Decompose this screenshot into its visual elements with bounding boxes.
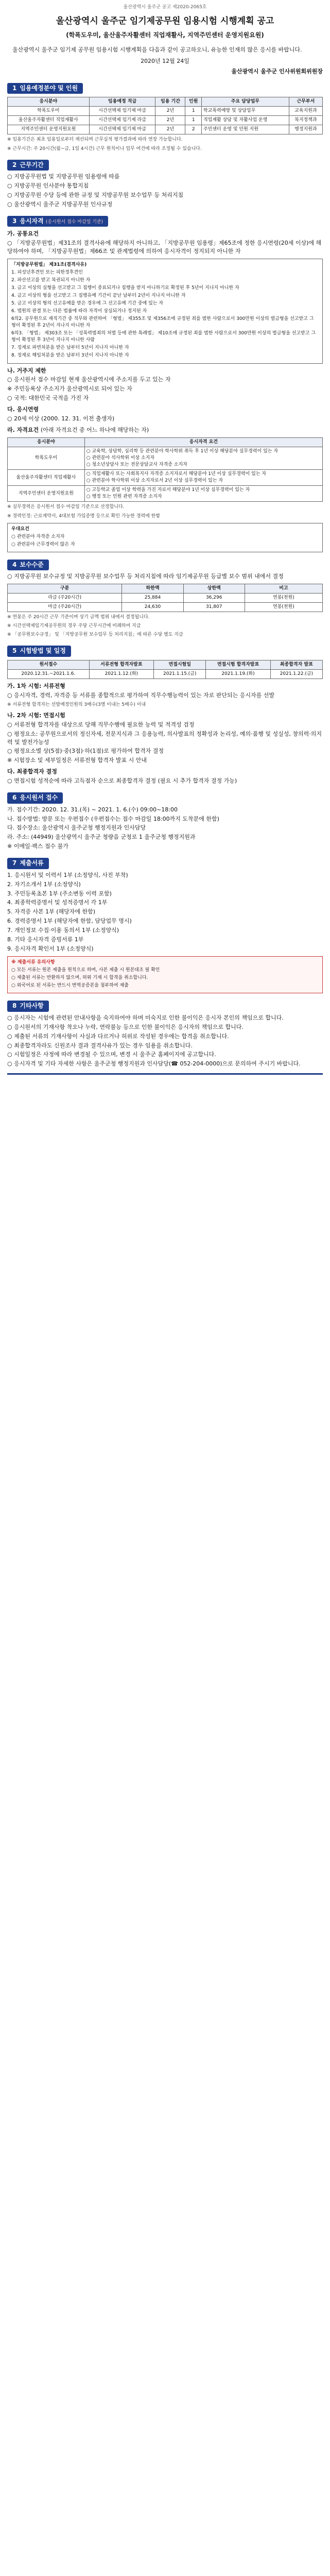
- legal-basis-item: ○ 울산광역시 울주군 지방공무원 인사규정: [7, 200, 113, 208]
- column-header: 임용예정 직급: [89, 97, 155, 107]
- table-cell: 시간선택제 임기제 마급: [89, 107, 155, 116]
- document-page: [0, 0, 330, 1085]
- table-cell: 울산울주자활센터 직업재활사: [8, 116, 90, 125]
- table-cell: 학폭도우미: [8, 107, 90, 116]
- schedule-cell: 2021.1.19.(화): [206, 669, 270, 679]
- disqualification-item: 6. 법원의 판결 또는 다른 법률에 따라 자격이 상실되거나 정지된 자: [11, 309, 147, 314]
- column-header: 최종합격자 발표: [270, 660, 322, 669]
- column-header: 응시분야: [8, 97, 90, 107]
- section-salary: [7, 560, 323, 639]
- disqualification-item: 5. 금고 이상의 형의 선고유예를 받은 경우에 그 선고유예 기간 중에 있는 자: [11, 301, 164, 307]
- residence-item: ○ 응시원서 접수 마감일 현재 울산광역시에 주소지를 두고 있는 자: [7, 376, 171, 383]
- subsection-title: 나. 2차 시험: 면접시험: [7, 711, 65, 719]
- other-item: ○ 응시자격 및 기타 자세한 사항은 울주군청 행정지원과 인사담당(☎ 052-204-0000)으로 문의하여 주시기 바랍니다.: [7, 1060, 301, 1067]
- table-cell: 라급 (주20시간): [8, 594, 122, 603]
- disqualification-item: 7. 징계로 파면처분을 받은 날부터 5년이 지나지 아니한 자: [11, 345, 129, 351]
- document-screening-text: ○ 응시자격, 경력, 자격증 등 서류를 종합적으로 평가하여 직무수행능력이 있는 자로 판단되는 응시자를 선발: [7, 691, 274, 699]
- interview-item: ○ 평정요소: 공무원으로서의 정신자세, 전문지식과 그 응용능력, 의사발표의 정확성과 논리성, 예의·품행 및 성실성, 창의력·의지력 및 발전가능성: [7, 730, 322, 745]
- salary-note: ※ 「공무원보수규정」 및 「지방공무원 보수업무 등 처리지침」에 따른 수당 별도 지급: [7, 632, 183, 638]
- legal-basis-item: ○ 지방공무원 수당 등에 관한 규정 및 지방공무원 보수업무 등 처리지침: [7, 191, 184, 198]
- application-item: 다. 접수장소: 울산광역시 울주군청 행정지원과 인사담당: [7, 824, 146, 832]
- other-item: ○ 응시자는 시험에 관련된 안내사항을 숙지하여야 하며 미숙지로 인한 불이익은 응시자 본인의 책임으로 합니다.: [7, 1014, 284, 1021]
- requirement-note: ※ 경력인정: 근로계약서, 4대보험 가입증명 등으로 확인 가능한 경력에 한함: [7, 513, 161, 519]
- other-item: ○ 최종합격자라도 신원조사 결과 결격사유가 있는 경우 임용을 취소합니다.: [7, 1042, 193, 1049]
- document-caution-box: ※ 제출서류 유의사항 ○ 모든 서류는 원본 제출을 원칙으로 하며, 사본 제출 시 원본대조 필 확인 ○ 제출된 서류는 반환하지 않으며, 허위 기재 시 합격을 취소합니다. ○ 외국어로 된 서류는 반드시 번역공증본을 첨부하여 제출: [7, 956, 323, 993]
- document-subtitle: (학폭도우미, 울산울주자활센터 직업재활사, 지역주민센터 운영지원요원): [66, 31, 264, 39]
- section-heading: 2 근무기간: [7, 160, 49, 171]
- schedule-cell: 2020.12.31.~2021.1.6.: [8, 669, 90, 679]
- application-item: 가. 접수기간: 2020. 12. 31.(목) ~ 2021. 1. 6.(수) 09:00~18:00: [7, 806, 178, 813]
- document-item: 7. 개인정보 수집·이용 동의서 1부 (소정양식): [7, 927, 119, 934]
- legal-basis-item: ○ 지방공무원 인사분야 통합지침: [7, 182, 89, 189]
- table-cell: 시간선택제 임기제 라급: [89, 116, 155, 125]
- disqualification-item: 8. 징계로 해임처분을 받은 날부터 3년이 지나지 아니한 자: [11, 353, 129, 359]
- intro-paragraph: 울산광역시 울주군 임기제 공무원 임용시험 시행계획을 다음과 같이 공고하오니, 유능한 인재의 많은 응시를 바랍니다.: [12, 46, 302, 54]
- column-header: 원서접수: [8, 660, 90, 669]
- table-row: [8, 116, 323, 125]
- section-heading: 6 응시원서 접수: [7, 792, 63, 803]
- residence-item: ※ 주민등록상 주소지가 울산광역시로 되어 있는 자: [7, 385, 132, 393]
- disqualification-item: 6의2. 공무원으로 재직기간 중 직무와 관련하여 「형법」 제355조 및 제356조에 규정된 죄를 범한 사람으로서 300만원 이상의 벌금형을 선고받고 그 형이 확정된 후 2년이 지나지 아니한 자: [11, 316, 314, 329]
- table-row: [8, 603, 323, 612]
- table-cell: 학폭도우미: [8, 447, 85, 470]
- table-row: [8, 107, 323, 116]
- table-row: [8, 470, 323, 486]
- section-schedule: [7, 646, 323, 785]
- table-note: ※ 임용기간은 최초 임용일로부터 계산되며 근무실적 평가결과에 따라 연장 가능합니다.: [7, 137, 183, 143]
- table-cell: 연봉(천원): [245, 603, 322, 612]
- subsection-title: 가. 공통요건: [7, 230, 39, 238]
- positions-table: [7, 97, 323, 134]
- document-item: 1. 응시원서 및 이력서 1부 (소정양식, 사진 부착): [7, 871, 128, 878]
- column-header: 주요 담당업무: [201, 97, 289, 107]
- subsection-title: 다. 최종합격자 결정: [7, 768, 57, 775]
- interview-item: ※ 시험장소 및 세부일정은 서류전형 합격자 발표 시 안내: [7, 757, 147, 764]
- residence-item: ○ 국적: 대한민국 국적을 가진 자: [7, 395, 89, 402]
- table-cell: 2: [185, 125, 202, 134]
- announcement-number: 울산광역시 울주군 공고 제2020-2065호: [123, 5, 207, 10]
- table-cell: ○ 교육학, 상담학, 심리학 등 관련분야 학사학위 취득 후 1년 이상 해당분야 실무경력이 있는 자 ○ 관련분야 석사학위 이상 소지자 ○ 청소년상담사 또는 전문상담교사 자격증 소지자: [84, 447, 322, 470]
- salary-table: [7, 584, 323, 612]
- common-requirement: ○ 「지방공무원법」제31조의 결격사유에 해당하지 아니하고, 「지방공무원 임용령」제65조에 정한 응시연령(20세 이상)에 해당하여야 하며, 「지방공무원법」제66조 및 관계법령에 의하여 응시자격이 정지되지 아니한 자: [7, 240, 322, 255]
- other-item: ○ 시험일정은 사정에 따라 변경될 수 있으며, 변경 시 울주군 홈페이지에 공고합니다.: [7, 1051, 216, 1058]
- table-cell: 31,807: [183, 603, 245, 612]
- other-item: ○ 제출된 서류의 기재사항이 사실과 다르거나 허위로 작성된 경우에는 합격을 취소합니다.: [7, 1032, 229, 1040]
- table-cell: 울산울주자활센터 직업재활사: [8, 470, 85, 486]
- disqualification-item: 1. 피성년후견인 또는 피한정후견인: [11, 269, 83, 275]
- table-cell: 36,296: [183, 594, 245, 603]
- application-item: ※ 이메일·팩스 접수 불가: [7, 843, 68, 850]
- section-application: [7, 792, 323, 851]
- document-item: 9. 응시자격 확인서 1부 (소정양식): [7, 945, 94, 953]
- document-item: 4. 최종학력증명서 및 성적증명서 각 1부: [7, 899, 108, 906]
- table-cell: 2년: [155, 107, 185, 116]
- disqualification-item: 3. 금고 이상의 실형을 선고받고 그 집행이 종료되거나 집행을 받지 아니하기로 확정된 후 5년이 지나지 아니한 자: [11, 285, 239, 291]
- section-heading: 8 기타사항: [7, 1001, 49, 1011]
- column-header: 응시자격 요건: [84, 438, 322, 447]
- final-selection-text: ○ 면접시험 성적순에 따라 고득점자 순으로 최종합격자 결정 (필요 시 추가 합격자 결정 가능): [7, 777, 237, 785]
- column-header: 상한액: [183, 584, 245, 594]
- table-cell: 25,884: [122, 594, 183, 603]
- subsection-title: 가. 1차 시험: 서류전형: [7, 682, 65, 689]
- section-heading: 4 보수수준: [7, 560, 49, 570]
- column-header: 면접시험일: [154, 660, 206, 669]
- table-cell: 2년: [155, 116, 185, 125]
- table-cell: 학교폭력예방 및 상담업무: [201, 107, 289, 116]
- interview-item: ○ 서류전형 합격자를 대상으로 당해 직무수행에 필요한 능력 및 적격성 검정: [7, 721, 195, 728]
- table-cell: 마급 (주20시간): [8, 603, 122, 612]
- issuing-authority: 울산광역시 울주군 인사위원회위원장: [231, 67, 323, 75]
- caution-item: ○ 제출된 서류는 반환하지 않으며, 허위 기재 시 합격을 취소합니다.: [11, 975, 148, 981]
- subsection-title: 나. 거주지 제한: [7, 367, 46, 374]
- table-cell: ○ 고등학교 졸업 이상 학력을 가진 자로서 해당분야 1년 이상 실무경력이 있는 자 ○ 행정 또는 민원 관련 자격증 소지자: [84, 486, 322, 502]
- preference-item: ○ 관련분야 자격증 소지자: [11, 534, 65, 539]
- disqualification-item: 4. 금고 이상의 형을 선고받고 그 집행유예 기간이 끝난 날부터 2년이 지나지 아니한 자: [11, 293, 186, 299]
- table-cell: 교육지원과: [289, 107, 322, 116]
- table-cell: 1: [185, 107, 202, 116]
- legal-basis-item: ○ 지방공무원법 및 지방공무원 임용령에 따름: [7, 173, 120, 180]
- salary-note: ※ 연봉은 주 20시간 근무 기준이며 상기 금액 범위 내에서 결정됩니다.: [7, 615, 150, 620]
- application-item: 나. 접수방법: 방문 또는 우편접수 (우편접수는 접수 마감일 18:00까지 도착분에 한함): [7, 815, 219, 822]
- table-cell: 지역주민센터 운영지원요원: [8, 486, 85, 502]
- table-cell: 시간선택제 임기제 마급: [89, 125, 155, 134]
- schedule-cell: 2021.1.15.(금): [154, 669, 206, 679]
- column-header: 응시분야: [8, 438, 85, 447]
- schedule-cell: 2021.1.22.(금): [270, 669, 322, 679]
- table-cell: 복지정책과: [289, 116, 322, 125]
- table-cell: ○ 직업재활사 또는 사회복지사 자격증 소지자로서 해당분야 1년 이상 실무경력이 있는 자 ○ 관련분야 학사학위 이상 소지자로서 2년 이상 실무경력이 있는 자: [84, 470, 322, 486]
- preference-box: 우대요건 ○ 관련분야 자격증 소지자 ○ 관련분야 근무경력이 많은 자: [7, 523, 323, 552]
- section-heading: 5 시험방법 및 일정: [7, 646, 71, 656]
- table-row: [8, 447, 323, 470]
- column-header: 임용 기간: [155, 97, 185, 107]
- disqualification-item: 2. 파산선고를 받고 복권되지 아니한 자: [11, 278, 91, 283]
- preference-item: ○ 관련분야 근무경력이 많은 자: [11, 541, 75, 547]
- interview-item: ○ 평정요소별 상(5점)·중(3점)·하(1점)로 평가하여 합격자 결정: [7, 748, 164, 755]
- column-header: 면접시험 합격자발표: [206, 660, 270, 669]
- section-heading: 3 응시자격 (응시원서 접수 마감일 기준): [7, 216, 108, 227]
- age-requirement: ○ 20세 이상 (2000. 12. 31. 이전 출생자): [7, 415, 115, 422]
- section-heading: 1 임용예정분야 및 인원: [7, 83, 83, 94]
- subsection-title: 라. 자격요건 (아래 자격요건 중 어느 하나에 해당하는 자): [7, 427, 149, 434]
- column-header: 구분: [8, 584, 122, 594]
- section-heading: 7 제출서류: [7, 858, 49, 869]
- application-item: 라. 주소: (44949) 울산광역시 울주군 청량읍 군청로 1 울주군청 행정지원과: [7, 834, 196, 841]
- column-header: 하한액: [122, 584, 183, 594]
- section-legal-basis: [7, 160, 323, 209]
- document-item: 3. 주민등록초본 1부 (주소변동 이력 포함): [7, 890, 112, 897]
- table-note: ※ 근무시간: 주 20시간(월~금, 1일 4시간) 근무 원칙이나 업무 여건에 따라 조정될 수 있습니다.: [7, 146, 202, 151]
- requirement-note: ※ 실무경력은 응시원서 접수 마감일 기준으로 산정합니다.: [7, 504, 125, 510]
- table-cell: 24,630: [122, 603, 183, 612]
- disqualification-box: 「지방공무원법」 제31조(결격사유) 1. 피성년후견인 또는 피한정후견인 2. 파산선고를 받고 복권되지 아니한 자 3. 금고 이상의 실형을 선고받고 그 집행이 종료되거나 집행을 받지 아니하기로 확정된 후 5년이 지나지 아니한 자 4. 금고 이상의 형을 선고받고 그 집행유예 기간이 끝난 날부터 2년이 지나지 아니한 자 5. 금고 이상의 형의 선고유예를 받은 경우에 그 선고유예 기간 중에 있는 자 6. 법원의 판결 또는 다른 법률에 따라 자격이 상실되거나 정지된 자 6의2. 공무원으로 재직기간 중 직무와 관련하여 「형법」 제355조 및 제356조에 규정된 죄를 범한 사람으로서 300만원 이상의 벌금형을 선고받고 그 형이 확정된 후 2년이 지나지 아니한 자 6의3. 「형법」 제303조 또는 「성폭력범죄의 처벌 등에 관한 특례법」 제10조에 규정된 죄를 범한 사람으로서 300만원 이상의 벌금형을 선고받고 그 형이 확정된 후 3년이 지나지 아니한 사람 7. 징계로 파면처분을 받은 날부터 5년이 지나지 아니한 자 8. 징계로 해임처분을 받은 날부터 3년이 지나지 아니한 자: [7, 259, 323, 364]
- column-header: 근무부서: [289, 97, 322, 107]
- section-positions: [7, 83, 323, 152]
- section-documents: [7, 858, 323, 993]
- table-cell: 지역주민센터 운영지원요원: [8, 125, 90, 134]
- table-cell: 주민센터 운영 및 민원 지원: [201, 125, 289, 134]
- section-qualifications: [7, 216, 323, 552]
- disqualification-item: 6의3. 「형법」 제303조 또는 「성폭력범죄의 처벌 등에 관한 특례법」 제10조에 규정된 죄를 범한 사람으로서 300만원 이상의 벌금형을 선고받고 그 형이 확정된 후 3년이 지나지 아니한 사람: [11, 331, 316, 343]
- table-cell: 2년: [155, 125, 185, 134]
- column-header: 인원: [185, 97, 202, 107]
- salary-note: ※ 시간선택제임기제공무원의 경우 주당 근무시간에 비례하여 지급: [7, 623, 141, 629]
- section-other: [7, 1001, 323, 1068]
- document-item: 5. 자격증 사본 1부 (해당자에 한함): [7, 908, 96, 916]
- table-cell: 직업재활 상담 및 자활사업 운영: [201, 116, 289, 125]
- table-cell: 1: [185, 116, 202, 125]
- table-row: [8, 486, 323, 502]
- column-header: 서류전형 합격자발표: [89, 660, 153, 669]
- announcement-date: 2020년 12월 24일: [141, 58, 189, 65]
- table-row: [8, 125, 323, 134]
- table-cell: 연봉(천원): [245, 594, 322, 603]
- subsection-title: 다. 응시연령: [7, 406, 39, 413]
- document-item: 8. 기타 응시자격 증빙서류 1부: [7, 936, 84, 943]
- table-row: [8, 594, 323, 603]
- document-item: 6. 경력증명서 1부 (해당자에 한함, 담당업무 명시): [7, 918, 132, 925]
- schedule-cell: 2021.1.12.(화): [89, 669, 153, 679]
- caution-item: ○ 모든 서류는 원본 제출을 원칙으로 하며, 사본 제출 시 원본대조 필 확인: [11, 968, 160, 973]
- document-item: 2. 자기소개서 1부 (소정양식): [7, 880, 81, 888]
- salary-text: ○ 지방공무원 보수규정 및 지방공무원 보수업무 등 처리지침에 따라 임기제공무원 등급별 보수 범위 내에서 결정: [7, 573, 284, 580]
- document-title: 울산광역시 울주군 임기제공무원 임용시험 시행계획 공고: [56, 16, 274, 27]
- other-item: ○ 응시원서의 기재사항 착오나 누락, 연락불능 등으로 인한 불이익은 응시자의 책임으로 합니다.: [7, 1023, 244, 1030]
- column-header: 비고: [245, 584, 322, 594]
- table-cell: 행정지원과: [289, 125, 322, 134]
- caution-item: ○ 외국어로 된 서류는 반드시 번역공증본을 첨부하여 제출: [11, 983, 129, 989]
- requirements-table: [7, 437, 323, 502]
- footer-bar: [7, 1073, 323, 1075]
- document-screening-note: ※ 서류전형 합격자는 선발예정인원의 3배수(3명 이내는 5배수) 이내: [7, 702, 146, 707]
- schedule-table: [7, 660, 323, 679]
